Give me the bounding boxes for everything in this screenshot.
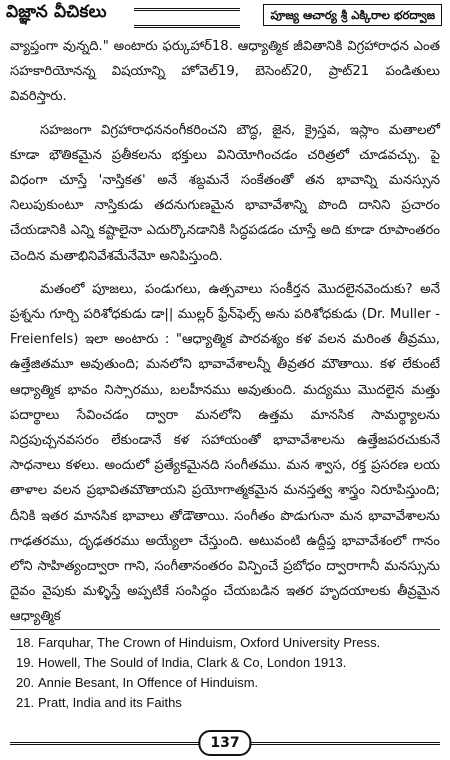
footnote — [16, 693, 436, 713]
footnote-number: 20. — [16, 675, 35, 690]
footnote-text: Pratt, India and its Faiths — [38, 695, 182, 710]
footnote-text: Farquhar, The Crown of Hinduism, Oxford University Press. — [38, 635, 381, 650]
paragraph: మతంలో పూజలు, పండుగలు, ఉత్సవాలు సంకీర్తన మొదలైనవెందుకు? అనే ప్రశ్నను గూర్చి పరిశోధకుడు డా|| ముల్లర్ ఫ్రేన్‌ఫెల్స్ అను పరిశోధకుడు (Dr. Muller - Freienfels) ఇలా అంటారు : "ఆధ్యాత్మిక పారవశ్యం కళ వలన మరింత తీవ్రము, ఉత్తేజితమూ అవుతుంది; మనలోని భావావేశాలన్నీ తీవ్రతర మౌతాయి. కళ లేకుంటే ఆధ్యాత్మిక భావం నిస్సారము, బలహీనము అవుతుంది. మద్యము మొదలైన మత్తు పదార్థాలు సేవించడం ద్వారా మనలోని ఉత్తమ మానసిక సామర్థ్యాలను నిద్రపుచ్చనవసరం లేకుండానే కళ సహాయంతో భావావేశాలను ఉత్తేజపరచుకునే సాధనాలు కళలు. అందులో ప్రత్యేకమైనది సంగీతము. మన శ్వాస, రక్త ప్రసరణ లయ తాళాల వలన ప్రభావితమౌతాయని ప్రయోగాత్మకమైన మనస్తత్వ శాస్త్రం నిరూపిస్తుంది; దీనికి ఇతర మానసిక భావాలు తోడౌతాయి. సంగీతం పొడుగునా మన భావావేశాలను గాఢతరము, దృఢతరము అయ్యేలా చేస్తుంది. అటువంటి ఉద్దీప్త భావావేశంలో గానం లోని సాహిత్యంద్వారా గాని, సంగీతానంతరం విన్పించే ప్రబోధం ద్వారాగానీ మనస్సును దైవం వైపుకు మళ్ళిస్తే అప్పటికే సంసిద్ధం చేయబడిన ఇతర హృదయాలకు తీవ్రమైన ఆధ్యాత్మిక — [10, 281, 440, 625]
footnote-number: 19. — [16, 655, 35, 670]
paragraph: వ్యాప్తంగా వున్నది." అంటారు ఫర్కుహార్18. ఆధ్యాత్మిక జీవితానికి విగ్రహారాధన ఎంత సహకారియోనన్న విషయాన్ని హోవెల్19, బెసెంట్20, ప్రాట్21 పండితులు వివరిస్తారు. — [10, 39, 440, 105]
footnote — [16, 633, 436, 653]
footnote-number: 18. — [16, 635, 35, 650]
footnote-text: Howell, The Sould of India, Clark & Co, London 1913. — [38, 655, 347, 670]
body-text — [10, 34, 440, 638]
page-number: 137 — [198, 730, 251, 756]
paragraph: సహజంగా విగ్రహారాధననంగీకరించని బౌద్ధ, జైన, క్రైస్తవ, ఇస్లాం మతాలలో కూడా భౌతికమైన ప్రతీకలను భక్తులు వినియోగించడం చరిత్రలో చూడవచ్చు. పై విధంగా చూస్తే 'నాస్తికత' అనే శబ్దమనే సంకేతంతో తన భావాన్ని మనస్సున నిలుపుకుంటూ నాస్తికుడు తదనుగుణమైన భావావేశాన్ని పొంది దానిని ప్రచారం చేయడానికి ఎన్ని కష్టాలైనా ఎదుర్కొనడానికి సిద్ధపడడం చూస్తే అది కూడా రూపాంతరం చెందిన మతాభినివేశమేనేమో అనిపిస్తుంది. — [10, 122, 440, 264]
footnote-number: 21. — [16, 695, 35, 710]
footnote-text: Annie Besant, In Offence of Hinduism. — [38, 675, 259, 690]
book-title: విజ్ఞాన వీచికలు — [6, 2, 107, 22]
header-rule — [134, 8, 240, 28]
footnote — [16, 653, 436, 673]
footnotes — [16, 633, 436, 713]
page-footer — [0, 730, 450, 756]
footnote-separator — [10, 629, 440, 630]
author-name: పూజ్య ఆచార్య శ్రీ ఎక్కిరాల భరద్వాజ — [263, 4, 442, 26]
page-header — [0, 0, 450, 30]
footnote — [16, 673, 436, 693]
